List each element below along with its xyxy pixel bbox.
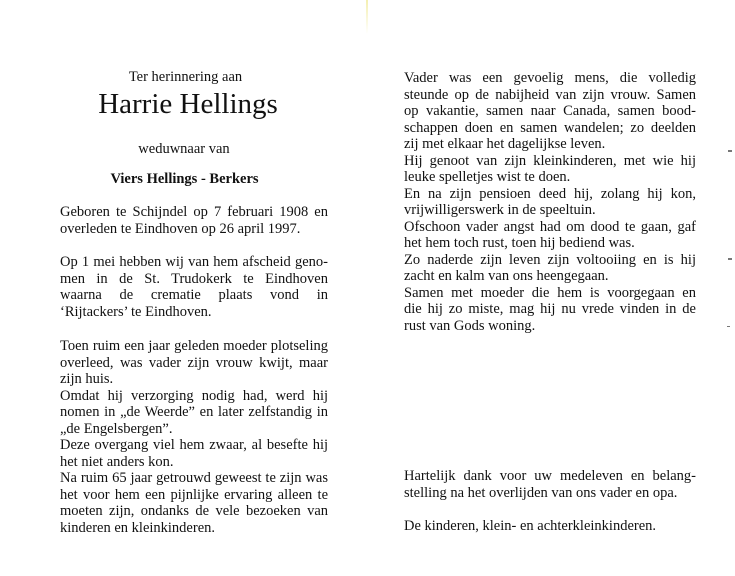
text-line: overleed, was vader zijn vrouw kwijt, maar bbox=[60, 354, 328, 371]
text-line: stelling na het overlijden van ons vader en opa. bbox=[404, 484, 678, 501]
text-line: op vakantie, samen naar Canada, samen bood- bbox=[404, 103, 696, 119]
text-line: „de Engelsbergen”. bbox=[60, 420, 173, 437]
text-line: Vader was een gevoelig mens, die volledig bbox=[404, 70, 696, 86]
text-line: Deze overgang viel hem zwaar, al besefte hij bbox=[60, 437, 328, 453]
birth-paragraph bbox=[60, 204, 328, 237]
edge-mark bbox=[728, 258, 732, 260]
text-line: Ofschoon vader angst had om dood te gaan, gaf bbox=[404, 218, 696, 235]
text-line: het voor hem een pijnlijke ervaring alleen te bbox=[60, 486, 328, 503]
text-line: steunde op de nabijheid van zijn vrouw. Samen bbox=[404, 86, 696, 103]
text-line: waarna de crematie plaats vond in bbox=[60, 287, 328, 303]
text-line: overleden te Eindhoven op 26 april 1997. bbox=[60, 220, 301, 237]
text-line: schappen doen en samen wandelen; zo deelden bbox=[404, 119, 696, 136]
text-line: zij met elkaar het dagelijkse leven. bbox=[404, 136, 606, 152]
text-line: Samen met moeder die hem is voorgegaan en bbox=[404, 284, 696, 301]
intro-text: Ter herinnering aan bbox=[128, 69, 243, 85]
text-line: Na ruim 65 jaar getrouwd geweest te zijn was bbox=[60, 470, 328, 486]
text-line: Zo naderde zijn leven zijn voltooiing en is hij bbox=[404, 251, 696, 268]
text-line: kinderen en kleinkinderen. bbox=[60, 519, 216, 536]
text-line: Toen ruim een jaar geleden moeder plotseling bbox=[60, 338, 328, 354]
text-line: zijn huis. bbox=[60, 371, 114, 387]
card-fold-mark bbox=[366, 0, 368, 34]
memory-paragraph bbox=[404, 70, 696, 334]
text-line: Hartelijk dank voor uw medeleven en belang- bbox=[404, 468, 696, 484]
text-line: En na zijn pensioen deed hij, zolang hij kon, bbox=[404, 185, 696, 202]
story-paragraph bbox=[60, 338, 328, 536]
widower-label: weduwnaar van bbox=[138, 141, 230, 157]
text-line: Omdat hij verzorging nodig had, werd hij bbox=[60, 387, 328, 404]
text-line: zacht en kalm van ons heengegaan. bbox=[404, 268, 609, 284]
text-line: ‘Rijtackers’ te Eindhoven. bbox=[60, 303, 212, 320]
text-line: nomen in „de Weerde” en later zelfstandig in bbox=[60, 404, 328, 420]
signature-text: De kinderen, klein- en achterkleinkinderen. bbox=[404, 518, 657, 534]
text-line: Geboren te Schijndel op 7 februari 1908 en bbox=[60, 204, 328, 220]
text-line: Op 1 mei hebben wij van hem afscheid geno- bbox=[60, 254, 328, 270]
thanks-paragraph bbox=[404, 468, 696, 501]
text-line: het niet anders kon. bbox=[60, 453, 174, 470]
signature-line bbox=[404, 518, 696, 535]
text-line: die hij zo miste, mag hij nu vrede vinden in de bbox=[404, 301, 696, 317]
text-line: Hij genoot van zijn kleinkinderen, met wie hij bbox=[404, 152, 696, 169]
edge-mark bbox=[727, 326, 730, 327]
text-line: rust van Gods woning. bbox=[404, 317, 536, 334]
deceased-name: Harrie Hellings bbox=[98, 88, 278, 120]
text-line: leuke spelletjes wist te doen. bbox=[404, 169, 571, 185]
text-line: men in de St. Trudokerk te Eindhoven bbox=[60, 270, 328, 287]
farewell-paragraph bbox=[60, 254, 328, 320]
text-line: het hem toch rust, toen hij bediend was. bbox=[404, 235, 635, 251]
text-line: vrijwilligerswerk in de speeltuin. bbox=[404, 202, 596, 218]
text-line: moeten zijn, ondanks de vele bezoeken van bbox=[60, 503, 328, 519]
edge-mark bbox=[728, 150, 732, 152]
spouse-name: Viers Hellings - Berkers bbox=[110, 171, 259, 187]
